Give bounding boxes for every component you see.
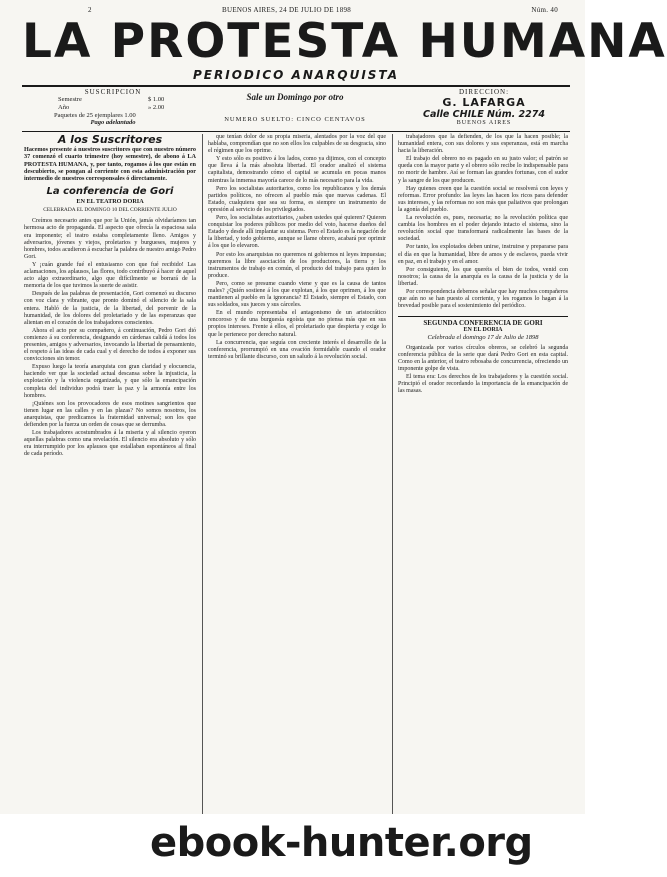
conference-byline: EN EL TEATRO DORIA: [76, 198, 144, 206]
article-paragraph: Creímos necesario antes que por la Unión, jamás olvidaríamos tan hermosa acto de propaganda. El aspecto que ofrecía la espaciosa sala era imponente; el teatro estaba completamente lleno. Amigos y adversarios, jóvenes y viejos, proletarios y burgueses, mujeres y hombres, todos acudieron á escuchar la palabra de nuestro amigo Pedro Gori.: [24, 218, 196, 260]
article-paragraph: Por correspondencia debemos señalar que hay muchos compañeros que aún no se han puesto al corriente, y les rogamos lo hagan á la brevedad posible para el sostenimiento del periódico.: [398, 288, 568, 310]
page-number: 2: [88, 6, 92, 14]
article-paragraph: Pero, los socialistas autoritarios, ¿saben ustedes qué quieren? Quieren conquistar los poderes públicos por medio del voto, hacerse dueños del Estado y desde allí implantar su sistema. Pero el Estado es la negación de la libertad, y todo gobierno, aunque se llame obrero, acabará por oprimir á los que lo elevaron.: [208, 215, 386, 250]
column-1: [24, 134, 196, 814]
segunda-conferencia-box: [398, 316, 568, 395]
article-paragraph: Y esto sólo es positivo á los lados, como ya dijimos, con el concepto que lleva á la más absoluta libertad. El orador analizó el sistema capitalista, demostrando cómo el capital se acumula en pocas manos mientras la inmensa mayoría carece de lo más necesario para la vida.: [208, 156, 386, 184]
article-paragraph: Organizada por varios círculos obreros, se celebró la segunda conferencia pública de la serie que dará Pedro Gori en esta capital. Como en la anterior, el teatro rebosaba de concurrencia, ofreciendo un imponente golpe de vista.: [398, 344, 568, 372]
column-3: [398, 134, 568, 814]
article-paragraph: Y ¡cuán grande fué el entusiasmo con que fué recibido! Las aclamaciones, los aplausos, las flores, todo contribuyó á hacer de aquel acto algo extraordinario, algo que difícilmente se borrará de la memoria de los que tuvimos la suerte de asistir.: [24, 261, 196, 290]
direction-address: Calle CHILE Núm. 2274: [423, 109, 545, 120]
article-paragraph: Pero, como se presume cuando viene y que es la causa de tantos males? ¿Quién sostiene á los que explotan, á los que oprimen, á los que mantienen al pueblo en la ignorancia? El Estado, siempre el Estado, con sus soldados, sus jueces y sus cárceles.: [208, 280, 386, 309]
subscription-heading: SUSCRIPCION: [84, 88, 142, 96]
article-paragraph: La revolución es, pues, necesaria; no la revolución política que cambia los hombres en el poder dejando intacto el sistema, sino la revolución social que transformará radicalmente las bases de la sociedad.: [398, 215, 568, 243]
segunda-title: SEGUNDA CONFERENCIA DE GORI: [423, 319, 543, 328]
slogan: Sale un Domingo por otro: [246, 92, 344, 102]
subscription-box: [28, 88, 198, 128]
center-box: [210, 92, 380, 132]
article-paragraph: que tenían dolor de su propia miseria, alentados por la voz del que hablaba, comprendían que no son ellos los culpables de su desgracia, sino el régimen que los oprime.: [208, 134, 386, 155]
issue-number: Núm. 40: [531, 6, 558, 14]
article-paragraph: El tema era: Los derechos de los trabajadores y la cuestión social. Principió el orador recordando la importancia de la emancipación de las masas.: [398, 373, 568, 395]
director-name: G. LAFARGA: [442, 96, 526, 109]
conference-heading: La conferencia de Gori: [46, 186, 174, 198]
column-divider: [392, 134, 393, 814]
sheet: [22, 0, 667, 877]
header-bottom-rule: [22, 131, 570, 132]
row-value: » 2.00: [148, 104, 165, 111]
segunda-date: Celebrada el domingo 17 de Julio de 1898: [427, 334, 539, 342]
article-paragraph: Ahora el acto por su compañero, á continuación, Pedro Gori dió comienzo á su conferencia, designando en cárdenas calidá á todos los presentes, amigos y adversarios, invocando la libertad de pensamiento, el respeto á las ideas de cada cual y el derecho de todos á exponer sus convicciones sin temor.: [24, 327, 196, 363]
masthead-title: LA PROTESTA HUMANA: [22, 14, 667, 69]
article-paragraph: La concurrencia, que seguía con creciente interés el desarrollo de la conferencia, prorrumpió en una ovación formidable cuando el orador terminó su brillante discurso, con un saludo á la revolución social.: [208, 339, 386, 360]
subscription-advance: Pago adelantado: [90, 119, 136, 126]
article-paragraph: ¡Quiénes son los provocadores de esos motines sangrientos que tienen lugar en las calles y en las plazas? No somos nosotros, los anarquistas, que predicamos la fraternidad universal; son los que defienden por la fuerza un orden de cosas que se derrumba.: [24, 400, 196, 429]
suscritores-heading: A los Suscritores: [57, 133, 163, 146]
masthead-subtitle: PERIODICO ANARQUISTA: [193, 68, 399, 82]
article-paragraph: Pero los socialistas autoritarios, como los republicanos y los demás partidos políticos, no ofrecen al pueblo más que nuevas cadenas. El Estado, cualquiera que sea su forma, es siempre un instrumento de opresión al servicio de los privilegiados.: [208, 185, 386, 213]
segunda-place: EN EL DORIA: [463, 327, 503, 334]
direction-box: [400, 88, 568, 128]
article-paragraph: El trabajo del obrero no es pagado en su justo valor; el patrón se queda con la mayor parte y el obrero sólo recibe lo indispensable para no morir de hambre. Así se forman las grandes fortunas, con el sudor y la sangre de los que producen.: [398, 156, 568, 184]
article-paragraph: Después de las palabras de presentación, Gori comenzó su discurso con voz clara y vibrante, que pronto dominó el silencio de la sala entera. Habló de la justicia, de la libertad, del porvenir de la humanidad, de los dolores del proletariado y de las esperanzas que alientan en el corazón de los trabajadores conscientes.: [24, 291, 196, 326]
article-paragraph: Hay quienes creen que la cuestión social se resolverá con leyes y reformas. Error profundo: las leyes las hacen los ricos para defender sus intereses, y las reformas no son más que paliativos que prolongan la agonía del pueblo.: [398, 185, 568, 213]
masthead-rule: [22, 85, 570, 87]
direction-city: BUENOS AIRES: [456, 120, 512, 126]
columns: [22, 134, 570, 814]
article-paragraph: Por esto los anarquistas no queremos ni gobiernos ni leyes impuestas; queremos la libre asociación de los productores, la tierra y los instrumentos de trabajo en común, el producto del trabajo para quien lo produce.: [208, 251, 386, 279]
conference-subline: CELEBRADA EL DOMINGO 10 DEL CORRIENTE JULIO: [43, 207, 177, 214]
row-label: Semestre: [58, 96, 82, 103]
column-2: [208, 134, 386, 814]
row-value: $ 1.00: [148, 96, 165, 103]
row-label: Año: [58, 104, 70, 111]
article-paragraph: Por tanto, los explotados deben unirse, instruirse y prepararse para el día en que la humanidad, libre de amos y de esclavos, pueda vivir en paz, en el trabajo y en el amor.: [398, 244, 568, 265]
article-paragraph: En el mundo representaba el antagonismo de un aristocrático rencoroso y de una burguesía egoísta que no piensa más que en sus propios intereses. Frente á ellos, el proletariado que despierta y exige lo que le pertenece por derecho natural.: [208, 310, 386, 338]
article-paragraph: trabajadores que la defienden, de los que la hacen posible; la humanidad entera, con sus dolores y sus esperanzas, está en marcha hacia la liberación.: [398, 134, 568, 155]
subscription-row: [28, 104, 198, 112]
date-line: BUENOS AIRES, 24 DE JULIO DE 1898: [222, 6, 352, 14]
article-paragraph: Expuso luego la teoría anarquista con gran claridad y elocuencia, haciendo ver que la sociedad actual descansa sobre la injusticia, la explotación y la violencia organizada, y que sólo la emancipación completa del individuo podrá traer la paz y la armonía entre los hombres.: [24, 364, 196, 399]
column-divider: [202, 134, 203, 814]
single-issue-price: NUMERO SUELTO: CINCO CENTAVOS: [224, 116, 366, 123]
suscritores-notice: Hacemos presente á nuestros suscritores que con nuestro número 37 comenzó el cuarto trimestre (hoy semestre), de abono á LA PROTESTA HUMANA, y, por tanto, rogamos á los que están en descubierto, se pongan al corriente con esta administración por intermedio de nuestros corresponsales ó directamente.: [24, 146, 196, 182]
subscription-packets: Paquetes de 25 ejemplares 1.00: [54, 112, 136, 119]
direction-heading: DIRECCION:: [458, 88, 510, 96]
subscription-row: [28, 96, 198, 104]
watermark: ebook-hunter.org: [150, 820, 533, 866]
article-paragraph: Por consiguiente, los que queréis el bien de todos, venid con nosotros; la causa de la anarquía es la causa de la justicia y de la libertad.: [398, 266, 568, 287]
article-paragraph: Los trabajadores acostumbrados á la miseria y al silencio oyeron aquellas palabras como una revelación. El silencio era absoluto y sólo era interrumpido por los aplausos que estallaban espontáneos al final de cada período.: [24, 430, 196, 458]
